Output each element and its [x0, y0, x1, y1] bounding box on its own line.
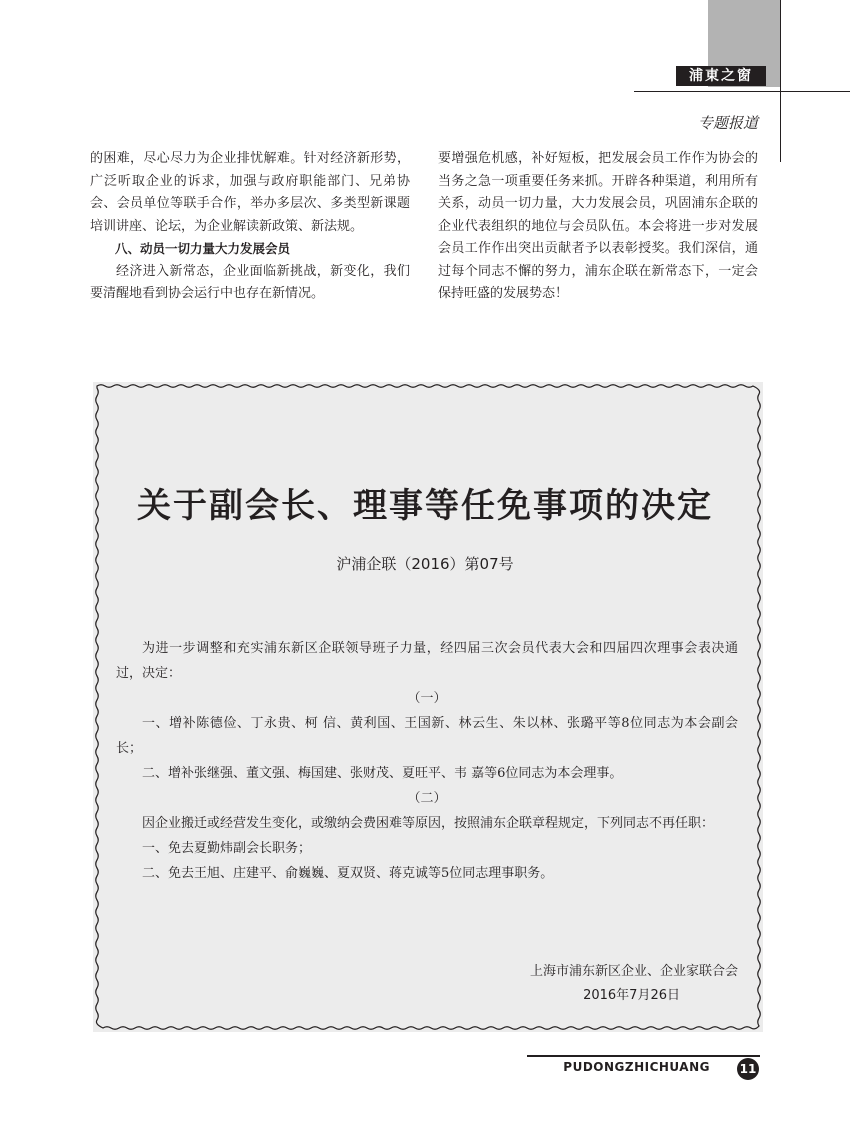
notice-section-marker: （一）	[407, 691, 447, 706]
article-paragraph: 的困难，尽心尽力为企业排忧解难。针对经济新形势，广泛听取企业的诉求，加强与政府职能部门、兄弟协会、会员单位等联手合作，举办多层次、多类型新课题培训讲座、论坛，为企业解读新政策、新法规。	[90, 151, 410, 234]
notice-title: 关于副会长、理事等任免事项的决定	[137, 486, 713, 526]
footer-brand: PUDONGZHICHUANG	[563, 1060, 710, 1074]
article-paragraph: 要增强危机感，补好短板，把发展会员工作作为协会的当务之急一项重要任务来抓。开辟各种渠道，利用所有关系，动员一切力量，大力发展会员，巩固浦东企联的企业代表组织的地位与会员队伍。本会将进一步对发展会员工作作出突出贡献者予以表彰授奖。我们深信，通过每个同志不懈的努力，浦东企联在新常态下，一定会保持旺盛的发展势态！	[438, 151, 758, 301]
notice-body	[116, 636, 738, 886]
signature-organization: 上海市浦东新区企业、企业家联合会	[529, 964, 738, 979]
article-right-column	[438, 148, 758, 306]
footer-rule	[527, 1055, 760, 1057]
notice-section-marker: （二）	[407, 791, 447, 806]
notice-signature	[380, 960, 738, 1008]
notice-paragraph: 因企业搬迁或经营发生变化，或缴纳会费困难等原因，按照浦东企联章程规定，下列同志不再任职：	[142, 816, 715, 831]
notice-paragraph: 二、免去王旭、庄建平、俞巍巍、夏双贤、蒋克诚等5位同志理事职务。	[142, 866, 554, 881]
notice-doc-number: 沪浦企联（2016）第07号	[336, 555, 514, 573]
article-heading: 八、动员一切力量大力发展会员	[115, 241, 291, 256]
page-number: 11	[737, 1058, 759, 1080]
notice-paragraph: 二、增补张继强、董文强、梅国建、张财茂、夏旺平、韦 嘉等6位同志为本会理事。	[142, 766, 623, 781]
header-vertical-rule	[780, 0, 781, 162]
notice-paragraph: 为进一步调整和充实浦东新区企联领导班子力量，经四届三次会员代表大会和四届四次理事会表决通过，决定：	[116, 641, 738, 681]
notice-paragraph: 一、免去夏勤炜副会长职务；	[142, 841, 312, 856]
article-left-column	[90, 148, 410, 306]
article-paragraph: 经济进入新常态，企业面临新挑战，新变化，我们要清醒地看到协会运行中也存在新情况。	[90, 263, 410, 301]
signature-date: 2016年7月26日	[583, 988, 680, 1003]
notice-paragraph: 一、增补陈德俭、丁永贵、柯 信、黄利国、王国新、林云生、朱以林、张璐平等8位同志为本会副会长；	[116, 716, 738, 756]
magazine-logo: 浦東之窗	[676, 66, 766, 86]
section-label: 专题报道	[697, 114, 758, 132]
header-rule	[634, 91, 850, 92]
